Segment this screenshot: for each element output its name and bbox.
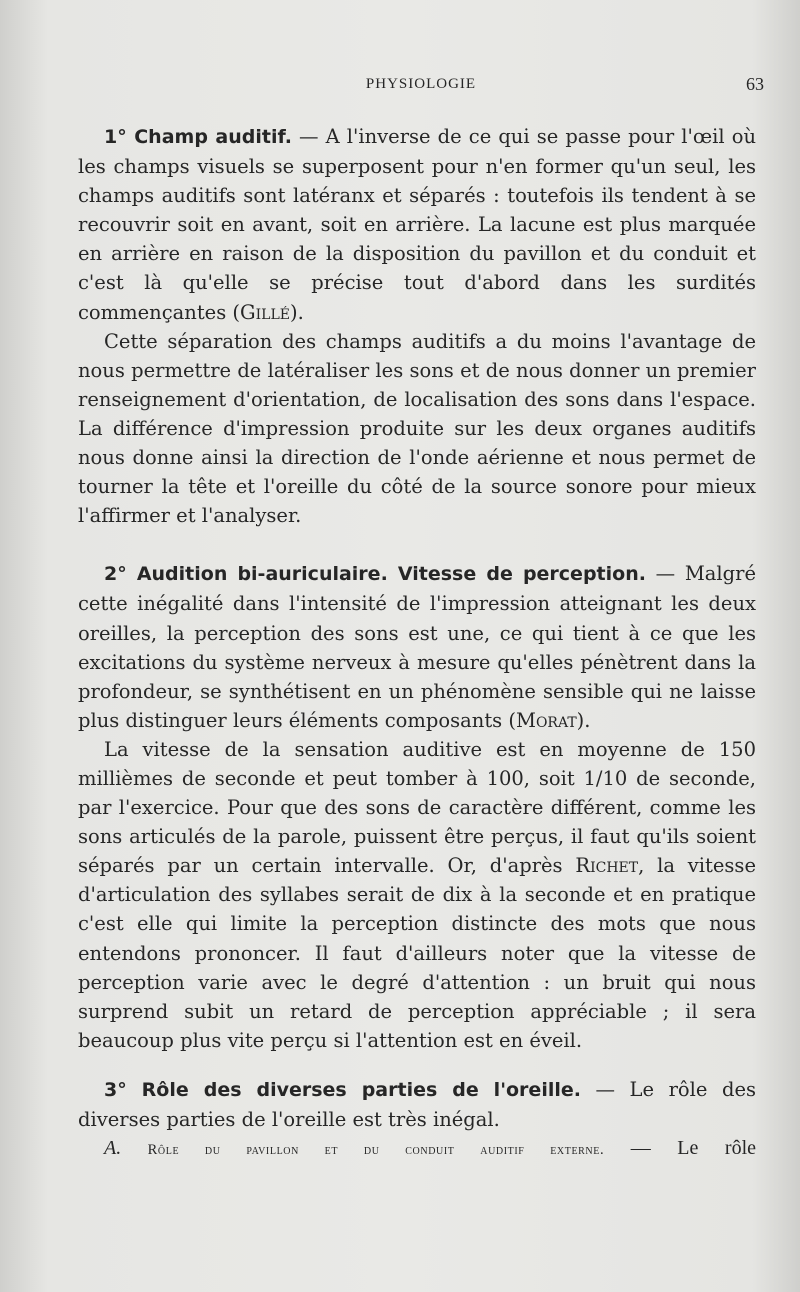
paragraph-text-tail: ). xyxy=(289,300,304,324)
subsection-text: — Le rôle xyxy=(604,1137,757,1160)
subsection-role-pavillon xyxy=(78,1134,756,1165)
subsection-title: Rôle du pavillon et du conduit auditif externe. xyxy=(147,1142,605,1159)
body-text xyxy=(78,122,756,1165)
section-heading-role-parties-oreille: 3° Rôle des diverses parties de l'oreille. xyxy=(104,1078,581,1101)
author-name-morat: Morat xyxy=(515,708,577,732)
paragraph-vitesse-sensation xyxy=(78,735,756,1055)
page-number: 63 xyxy=(746,74,764,94)
paragraph-text-tail: , la vitesse d'articulation des syllabes serait de dix à la seconde et en pratique c'est elle qui limite la perception distincte des mots que nous entendons prononcer. Il faut d'ailleurs noter que la vitesse de perception varie avec le degré d'attention : un bruit qui nous surprend subit un retard de perception appréciable ; il sera beaucoup plus vite perçu si l'attention est en éveil. xyxy=(78,854,756,1052)
subsection-letter: A. xyxy=(104,1137,122,1160)
paragraph-text: — Le rôle des diverses parties de l'oreille est très inégal. xyxy=(78,1077,756,1131)
paragraph-audition-bi-auriculaire: 2° Audition bi-auriculaire. Vitesse de perception. — Malgré cette inégalité dans l'intensité de l'impression atteignant les deux oreilles, la perception des sons est une, ce qui tient à ce que les excitations du système nerveux à mesure qu'elles pénètrent dans la profondeur, se synthétisent en un phénomène sensible qui ne laisse plus distinguer leurs éléments composants (Morat). xyxy=(78,562,757,732)
paragraph-role-parties-oreille xyxy=(78,1075,756,1134)
paragraph-text: — A l'inverse de ce qui se passe pour l'œil où les champs visuels se superposent pour n'en former qu'un seul, les champs auditifs sont latéranx et séparés : toutefois ils tendent à se recouvrir soit en avant, soit en arrière. La lacune est plus marquée en arrière en raison de la disposition du pavillon et du conduit et c'est là qu'elle se précise tout d'abord dans les surdités commençantes ( xyxy=(78,125,757,324)
section-heading-champ-auditif: 1° Champ auditif. xyxy=(104,126,292,148)
author-name-richet: Richet xyxy=(575,854,639,878)
running-header xyxy=(78,76,764,100)
section-heading-audition-bi-auriculaire: 2° Audition bi-auriculaire. Vitesse de perception. xyxy=(104,563,646,586)
paragraph-separation-champs: Cette séparation des champs auditifs a du moins l'avantage de nous permettre de latéraliser les sons et de nous donner un premier renseignement d'orientation, de localisation des sons dans l'espace. La différence d'impression produite sur les deux organes auditifs nous donne ainsi la direction de l'onde aérienne et nous permet de tourner la tête et l'oreille du côté de la source sonore pour mieux l'affirmer et l'analyser. xyxy=(78,329,756,528)
paragraph-champ-auditif xyxy=(78,122,756,327)
paragraph-text: — Malgré cette inégalité dans l'intensité de l'impression atteignant les deux oreilles, la perception des sons est une, ce qui tient à ce que les excitations du système nerveux à mesure qu'elles pénètrent dans la profondeur, se synthétisent en un phénomène sensible qui ne laisse plus distinguer leurs éléments composants xyxy=(78,562,757,732)
running-title: PHYSIOLOGIE xyxy=(365,76,477,92)
author-name-gille: Gillé xyxy=(240,300,290,324)
paragraph-text-tail: ). xyxy=(576,708,591,732)
paragraph-text: La vitesse de la sensation auditive est en moyenne de 150 millièmes de seconde et peut tomber à 100, soit 1/10 de seconde, par l'exercice. Pour que des sons de caractère différent, comme les sons articulés de la parole, puissent être perçus, il faut qu'ils soient séparés par un certain intervalle. Or, d'après xyxy=(78,737,756,878)
